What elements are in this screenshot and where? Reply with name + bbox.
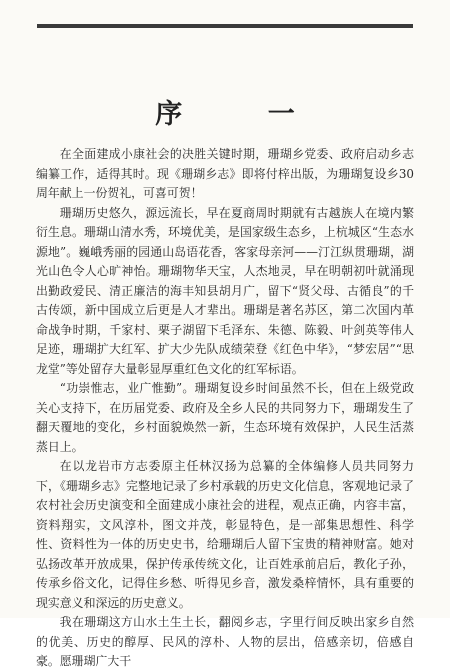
paragraph-4: 在以龙岩市方志委原主任林汉扬为总纂的全体编修人员共同努力下，《珊瑚乡志》完整地记录了乡村承载的历史文化信息，客观地记录了农村社会历史演变和全面建成小康社会的进程，观点正确，内容丰富，资料翔实，文风淳朴，图文并茂，彰显特色，是一部集思想性、科学性、资料性为一体的历史史书，给珊瑚后人留下宝贵的精神财富。她对弘扬改革开放成果，保护传承传统文化，让百姓承前启后，教化子孙，传承乡俗文化，记得住乡愁、听得见乡音，激发桑梓情怀，具有重要的现实意义和深远的历史意义。: [36, 459, 414, 610]
paragraph-1: 在全面建成小康社会的决胜关键时期，珊瑚乡党委、政府启动乡志编纂工作，适得其时。现《珊瑚乡志》即将付梓出版，为珊瑚复设乡30周年献上一份贺礼，可喜可贺！: [36, 147, 414, 200]
paragraph-3: “功崇惟志，业广惟勤”。珊瑚复设乡时间虽然不长，但在上级党政关心支持下，在历届党委、政府及全乡人民的共同努力下，珊瑚发生了翻天覆地的变化，乡村面貌焕然一新，生态环境有效保护，人民生活蒸蒸日上。: [36, 381, 414, 454]
paragraph-2: 珊瑚历史悠久，源远流长，早在夏商周时期就有古越族人在境内繁衍生息。珊瑚山清水秀，环境优美，是国家级生态乡，上杭城区“生态水源地”。巍峨秀丽的园通山岛语花香，客家母亲河——汀江纵贯珊瑚，湖光山色令人心旷神怡。珊瑚物华天宝，人杰地灵，早在明朝初叶就涌现出勤政爱民、清正廉洁的海丰知县胡月广，留下“贤父母、古循良”的千古传颂，新中国成立后更是人才辈出。珊瑚是著名苏区，第二次国内革命战争时期，千家村、栗子湖留下毛泽东、朱德、陈毅、叶剑英等伟人足迹，珊瑚扩大红军、扩大少先队成绩荣登《红色中华》，“梦宏居”“思龙堂”等处留存大量彰显厚重红色文化的红军标语。: [36, 205, 414, 376]
body-text: [36, 145, 414, 672]
page-title: 序 一: [155, 99, 333, 130]
header-rule: [37, 24, 413, 28]
paragraph-5: 我在珊瑚这方山水土生土长，翻阅乡志，字里行间反映出家乡自然的优美、历史的醇厚、民风的淳朴、人物的层出，倍感亲切，倍感自豪。愿珊瑚广大干: [36, 615, 414, 668]
